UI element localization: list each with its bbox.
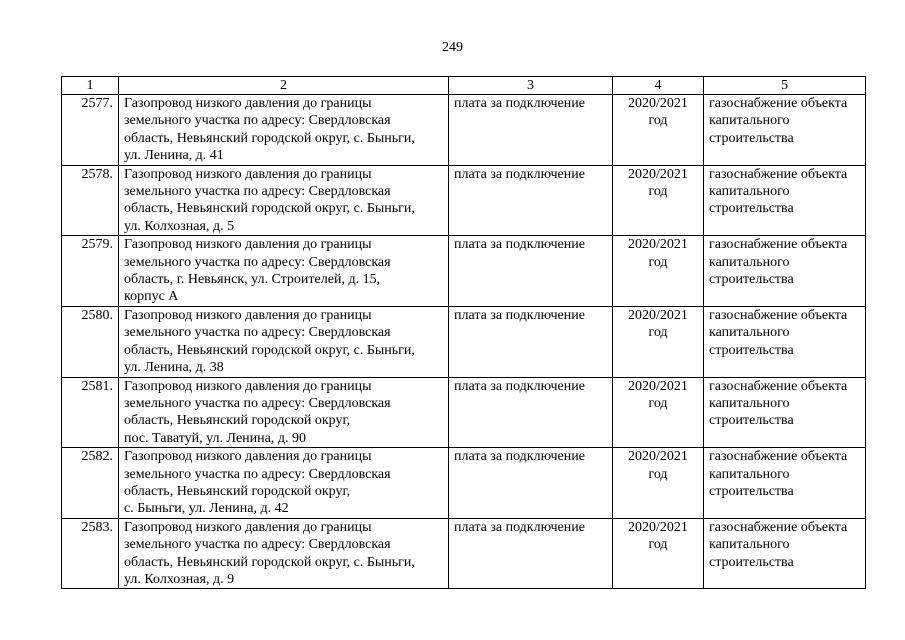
purpose-cell [704,518,866,589]
object-name-line: ул. Ленина, д. 41 [124,148,224,164]
period-cell [613,448,704,519]
period-line: год [648,466,668,482]
object-name-line: область, г. Невьянск, ул. Строителей, д. 15, [124,272,381,288]
object-name-line: Газопровод низкого давления до границы [124,237,372,253]
period-line: 2020/2021 [628,519,688,535]
fee-type-cell: плата за подключение [449,236,613,307]
fee-type-cell: плата за подключение [449,95,613,166]
object-name-cell [119,377,449,448]
fee-type-cell: плата за подключение [449,377,613,448]
period-cell [613,165,704,236]
purpose-line: капитального [709,537,790,553]
purpose-line: газоснабжение объекта [709,519,848,535]
purpose-cell [704,95,866,166]
object-name-line: Газопровод низкого давления до границы [124,378,372,394]
fee-type-cell: плата за подключение [449,448,613,519]
period-cell [613,95,704,166]
purpose-line: газоснабжение объекта [709,378,848,394]
row-number: 2580. [62,306,119,377]
table-row [62,236,866,307]
purpose-line: газоснабжение объекта [709,96,848,111]
object-name-line: Газопровод низкого давления до границы [124,166,372,182]
purpose-cell [704,236,866,307]
purpose-line: капитального [709,466,790,482]
purpose-line: строительства [709,272,794,288]
object-name-cell [119,518,449,589]
object-name-line: корпус А [124,289,179,305]
object-name-line: область, Невьянский городской округ, [124,413,351,429]
object-name-line: область, Невьянский городской округ, с. Быньги, [124,342,415,358]
row-number: 2579. [62,236,119,307]
period-cell [613,518,704,589]
table-row [62,165,866,236]
object-name-line: земельного участка по адресу: Свердловская [124,537,391,553]
object-name-line: ул. Колхозная, д. 9 [124,571,235,587]
object-name-line: земельного участка по адресу: Свердловская [124,325,391,341]
period-line: год [648,113,668,129]
period-line: год [648,254,668,270]
object-name-line: пос. Таватуй, ул. Ленина, д. 90 [124,430,306,446]
purpose-cell [704,448,866,519]
period-line: год [648,537,668,553]
period-line: 2020/2021 [628,307,688,323]
period-line: 2020/2021 [628,166,688,182]
row-number: 2582. [62,448,119,519]
object-name-line: земельного участка по адресу: Свердловская [124,184,391,200]
period-line: 2020/2021 [628,378,688,394]
object-name-line: Газопровод низкого давления до границы [124,307,372,323]
period-line: 2020/2021 [628,237,688,253]
object-name-line: земельного участка по адресу: Свердловская [124,466,391,482]
table-body [62,95,866,589]
header-col-4: 4 [613,77,704,95]
fee-type-cell: плата за подключение [449,165,613,236]
object-name-line: земельного участка по адресу: Свердловская [124,113,391,129]
header-col-1: 1 [62,77,119,95]
period-cell [613,306,704,377]
purpose-line: капитального [709,254,790,270]
purpose-cell [704,306,866,377]
object-name-cell [119,448,449,519]
header-col-3: 3 [449,77,613,95]
object-name-cell [119,95,449,166]
purpose-line: строительства [709,130,794,146]
object-name-line: с. Быньги, ул. Ленина, д. 42 [124,501,289,517]
object-name-line: земельного участка по адресу: Свердловская [124,254,391,270]
page-number: 249 [442,40,463,55]
table-row [62,448,866,519]
purpose-line: строительства [709,413,794,429]
purpose-line: строительства [709,554,794,570]
table-header [62,77,866,95]
purpose-cell [704,377,866,448]
object-name-line: Газопровод низкого давления до границы [124,519,372,535]
purpose-line: газоснабжение объекта [709,307,848,323]
purpose-line: капитального [709,325,790,341]
registry-table [61,76,866,589]
row-number: 2583. [62,518,119,589]
period-line: 2020/2021 [628,96,688,111]
object-name-cell [119,236,449,307]
row-number: 2581. [62,377,119,448]
object-name-cell [119,306,449,377]
object-name-line: Газопровод низкого давления до границы [124,96,372,111]
table-row [62,95,866,166]
header-row [62,77,866,95]
table-row [62,306,866,377]
object-name-line: ул. Колхозная, д. 5 [124,218,235,234]
purpose-line: строительства [709,342,794,358]
purpose-cell [704,165,866,236]
row-number: 2578. [62,165,119,236]
purpose-line: газоснабжение объекта [709,449,848,465]
object-name-line: ул. Ленина, д. 38 [124,360,224,376]
header-col-5: 5 [704,77,866,95]
object-name-cell [119,165,449,236]
period-line: год [648,325,668,341]
purpose-line: капитального [709,184,790,200]
object-name-line: область, Невьянский городской округ, с. Быньги, [124,554,415,570]
purpose-line: строительства [709,483,794,499]
fee-type-cell: плата за подключение [449,518,613,589]
period-line: год [648,184,668,200]
object-name-line: область, Невьянский городской округ, с. Быньги, [124,201,415,217]
purpose-line: капитального [709,113,790,129]
header-col-2: 2 [119,77,449,95]
period-line: 2020/2021 [628,449,688,465]
purpose-line: строительства [709,201,794,217]
purpose-line: газоснабжение объекта [709,166,848,182]
object-name-line: земельного участка по адресу: Свердловская [124,395,391,411]
fee-type-cell: плата за подключение [449,306,613,377]
period-cell [613,377,704,448]
period-cell [613,236,704,307]
object-name-line: область, Невьянский городской округ, с. Быньги, [124,130,415,146]
object-name-line: Газопровод низкого давления до границы [124,449,372,465]
table-row [62,518,866,589]
purpose-line: капитального [709,395,790,411]
row-number: 2577. [62,95,119,166]
table-row [62,377,866,448]
purpose-line: газоснабжение объекта [709,237,848,253]
period-line: год [648,395,668,411]
object-name-line: область, Невьянский городской округ, [124,483,351,499]
